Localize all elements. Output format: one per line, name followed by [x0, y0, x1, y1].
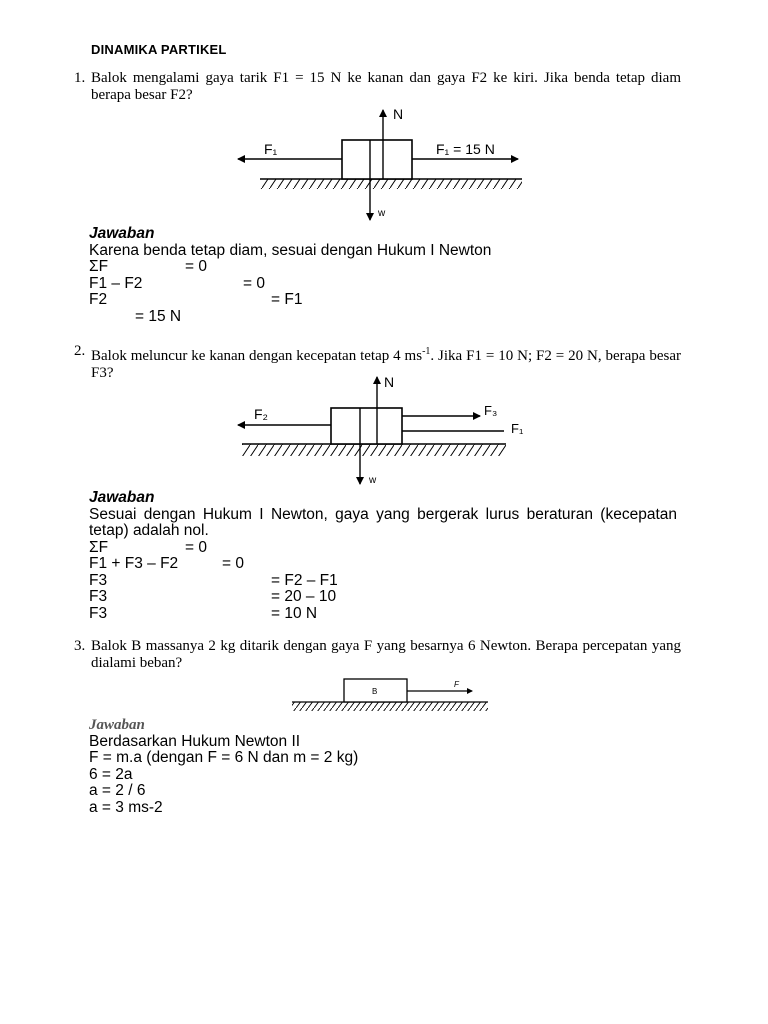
- answer-3: [89, 717, 677, 816]
- figure-1-free-body-diagram: [230, 104, 530, 224]
- answer-line: a = 2 / 6: [89, 782, 146, 799]
- label-f1: F₁: [511, 421, 524, 436]
- label-n: N: [384, 374, 395, 390]
- answer-line: Berdasarkan Hukum Newton II: [89, 732, 301, 750]
- answer-intro: Sesuai dengan Hukum I Newton, gaya yang bergerak lurus beraturan (kecepatan tetap) adalah nol.: [89, 505, 677, 539]
- answer-1: [89, 226, 677, 325]
- eq-rhs: = F1: [271, 291, 303, 308]
- question-text: Balok B massanya 2 kg ditarik dengan gaya F yang besarnya 6 Newton. Berapa percepatan yang dialami beban?: [91, 638, 681, 671]
- eq-rhs: = 0: [185, 258, 207, 275]
- question-3: [74, 638, 684, 672]
- eq-rhs: = 0: [243, 274, 265, 292]
- eq-rhs: = 0: [185, 538, 207, 556]
- question-text-part: Balok meluncur ke kanan dengan kecepatan tetap 4 ms: [91, 348, 423, 364]
- label-f1-right: F₁ = 15 N: [436, 141, 495, 157]
- label-f2: F₂: [254, 406, 268, 422]
- answer-heading: Jawaban: [89, 489, 155, 506]
- figure-3-block-diagram: [290, 676, 490, 716]
- question-number: 3.: [74, 638, 86, 654]
- question-number: 2.: [74, 343, 86, 359]
- eq-lhs: ΣF: [89, 258, 109, 275]
- eq-rhs: = F2 – F1: [271, 571, 338, 589]
- block: [331, 408, 402, 444]
- answer-line: a = 3 ms-2: [89, 798, 163, 816]
- answer-line: F = m.a (dengan F = 6 N dan m = 2 kg): [89, 749, 359, 766]
- eq-rhs: = 10 N: [271, 604, 318, 622]
- question-text: Balok mengalami gaya tarik F1 = 15 N ke kanan dan gaya F2 ke kiri. Jika benda tetap diam berapa besar F2?: [91, 70, 681, 103]
- ground-hatching: [292, 702, 488, 711]
- question-2: [74, 343, 684, 381]
- label-n: N: [393, 106, 404, 122]
- answer-heading: Jawaban: [89, 225, 155, 242]
- answer-intro: Karena benda tetap diam, sesuai dengan Hukum I Newton: [89, 241, 492, 259]
- document-title: DINAMIKA PARTIKEL: [91, 42, 227, 57]
- eq-lhs: F2: [89, 291, 108, 308]
- eq-lhs: F3: [89, 588, 108, 605]
- label-w: w: [369, 475, 377, 486]
- question-text-superscript: -1: [422, 346, 431, 357]
- label-block-b: B: [372, 687, 378, 696]
- question-1: [74, 70, 684, 104]
- label-f3: F₃: [484, 403, 498, 418]
- ground-hatching: [242, 444, 506, 456]
- label-f: F: [454, 680, 459, 689]
- eq-rhs: = 0: [222, 555, 244, 572]
- label-f1-left: F₁: [264, 141, 278, 157]
- figure-2-free-body-diagram: [234, 373, 534, 488]
- eq-lhs: ΣF: [89, 538, 109, 556]
- answer-line: 6 = 2a: [89, 765, 133, 783]
- answer-2: [89, 490, 677, 622]
- eq-lhs: F3: [89, 604, 108, 622]
- eq-rhs: = 15 N: [135, 307, 182, 325]
- label-w: w: [378, 208, 386, 219]
- ground-hatching: [260, 179, 522, 189]
- question-text-part: . Jika F1 = 10 N; F2 = 20 N, berapa besar F3?: [91, 348, 681, 381]
- eq-lhs: F1 – F2: [89, 274, 143, 292]
- eq-lhs: F1 + F3 – F2: [89, 555, 179, 572]
- question-number: 1.: [74, 70, 86, 86]
- answer-heading: Jawaban: [89, 717, 145, 733]
- eq-lhs: F3: [89, 571, 108, 589]
- eq-rhs: = 20 – 10: [271, 588, 337, 605]
- block: [342, 140, 412, 179]
